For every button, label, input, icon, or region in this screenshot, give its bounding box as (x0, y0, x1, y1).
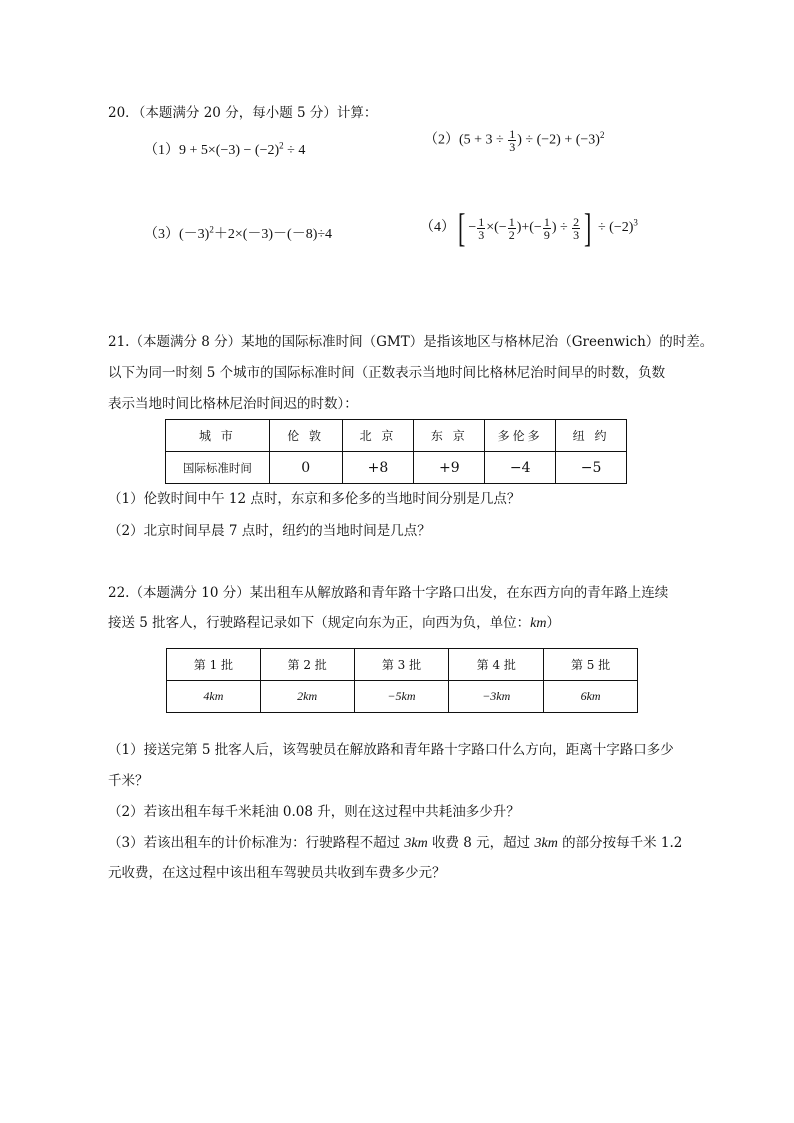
q22-line2-close: ） (546, 615, 560, 631)
q20-part1-label: （1） (144, 143, 179, 158)
q22-sub3-line1 (108, 834, 682, 853)
q20-part3-exp: 2 (209, 224, 214, 235)
q21-sub1: （1）伦敦时间中午 12 点时，东京和多伦多的当地时间分别是几点？ (108, 491, 521, 507)
table-cell: 0 (269, 452, 342, 484)
q20-part4-minus: − (468, 220, 477, 236)
table-cell: +9 (414, 452, 485, 484)
q22-sub2: （2）若该出租车每千米耗油 0.08 升，则在这过程中共耗油多少升？ (108, 804, 520, 820)
table-header-cell: 第 3 批 (354, 649, 449, 681)
table-cell: +8 (342, 452, 414, 484)
q20-part4-plus: )+(− (516, 220, 542, 236)
q22-sub1-line2: 千米？ (108, 773, 149, 789)
fraction-numerator: 1 (509, 127, 516, 141)
q20-part1-exp: 2 (279, 140, 284, 151)
q22-line2-text: 接送 5 批客人，行驶路程记录如下（规定向东为正，向西为负，单位： (108, 615, 531, 631)
q20-part3-label: （3） (144, 227, 179, 242)
q22-line2 (108, 614, 560, 633)
table-cell: −3km (449, 681, 544, 713)
fraction-denominator: 3 (573, 227, 580, 242)
fraction-denominator: 2 (508, 227, 515, 242)
q21-line1: 21.（本题满分 8 分）某地的国际标准时间（GMT）是指该地区与格林尼治（Greenwich）的时差。 (108, 334, 714, 350)
table-header-cell: 东 京 (414, 420, 485, 452)
q20-part2-b: ) ÷ (−2) + (−3) (517, 132, 600, 148)
fraction-numerator: 1 (478, 214, 485, 229)
table-header-cell: 北 京 (342, 420, 414, 452)
q20-header: 20．（本题满分 20 分，每小题 5 分）计算： (108, 105, 378, 121)
fraction-denominator: 3 (478, 227, 485, 242)
q22-distance-table (166, 648, 638, 713)
table-header-cell: 第 1 批 (167, 649, 261, 681)
table-cell: 4km (167, 681, 261, 713)
q20-part3 (144, 223, 332, 243)
q20-part4-times: ×(− (486, 220, 507, 236)
q22-line1: 22.（本题满分 10 分）某出租车从解放路和青年路十字路口出发，在东西方向的青年路上连续 (108, 585, 669, 601)
table-header-row (167, 649, 638, 681)
table-cell: 2km (260, 681, 354, 713)
q20-part1 (144, 139, 305, 159)
q20-part4-fraction-4 (572, 216, 580, 241)
q22-sub3-text-1: （3）若该出租车的计价标准为：行驶路程不超过 (108, 835, 405, 851)
table-row (167, 681, 638, 713)
q20-part4-div: ) ÷ (551, 220, 572, 236)
fraction-numerator: 1 (508, 214, 515, 229)
q20-part2-a: (5 + 3 ÷ (459, 132, 508, 148)
table-header-cell: 城 市 (166, 420, 270, 452)
q20-part4-exp: 3 (633, 217, 638, 228)
table-header-cell: 纽 约 (556, 420, 627, 452)
q20-part2 (424, 128, 604, 153)
q22-sub3-text-2: 收费 8 元，超过 (427, 835, 535, 851)
right-bracket: ] (584, 205, 592, 250)
q20-part2-fraction (508, 128, 516, 153)
table-header-row (166, 420, 627, 452)
q20-part4-fraction-3 (543, 216, 551, 241)
q21-line2: 以下为同一时刻 5 个城市的国际标准时间（正数表示当地时间比格林尼治时间早的时数，负数 (108, 365, 666, 381)
fraction-numerator: 2 (573, 214, 580, 229)
q20-part1-expr: 9 + 5×(−3) − (−2) (179, 143, 280, 158)
q21-sub2: （2）北京时间早晨 7 点时，纽约的当地时间是几点？ (108, 523, 431, 539)
q20-part3-a: (－3) (179, 227, 210, 242)
q22-sub3-km-1: 3km (404, 836, 428, 851)
q20-part4 (420, 205, 638, 250)
table-cell: 6km (544, 681, 638, 713)
q22-sub1-line1: （1）接送完第 5 批客人后，该驾驶员在解放路和青年路十字路口什么方向，距离十字路口多少 (108, 742, 674, 758)
q21-time-table (165, 419, 627, 484)
table-cell: −4 (485, 452, 556, 484)
q22-sub3-line2: 元收费，在这过程中该出租车驾驶员共收到车费多少元？ (108, 865, 446, 881)
table-header-cell: 第 2 批 (260, 649, 354, 681)
q20-part2-label: （2） (424, 132, 459, 148)
table-cell: 国际标准时间 (166, 452, 270, 484)
table-cell: −5 (556, 452, 627, 484)
q20-part2-exp: 2 (599, 130, 605, 141)
fraction-numerator: 1 (543, 214, 550, 229)
q20-part4-label: （4） (420, 220, 455, 236)
q20-part3-b: ＋2×(－3)－(－8)÷4 (213, 227, 333, 242)
q22-line2-unit: km (530, 616, 547, 631)
table-row (166, 452, 627, 484)
left-bracket: [ (457, 205, 466, 250)
q22-sub3-km-2: 3km (534, 836, 558, 851)
q20-part4-tail: ÷ (−2) (594, 220, 634, 236)
table-header-cell: 第 4 批 (449, 649, 544, 681)
q20-part4-fraction-2 (508, 216, 516, 241)
fraction-denominator: 3 (509, 140, 516, 154)
q20-part1-tail: ÷ 4 (283, 143, 306, 158)
table-header-cell: 伦 敦 (269, 420, 342, 452)
q21-line3: 表示当地时间比格林尼治时间迟的时数）： (108, 396, 358, 412)
q22-sub3-text-3: 的部分按每千米 1.2 (557, 835, 683, 851)
table-header-cell: 第 5 批 (544, 649, 638, 681)
fraction-denominator: 9 (543, 227, 550, 242)
table-header-cell: 多伦多 (485, 420, 556, 452)
q20-part4-fraction-1 (477, 216, 485, 241)
table-cell: −5km (354, 681, 449, 713)
